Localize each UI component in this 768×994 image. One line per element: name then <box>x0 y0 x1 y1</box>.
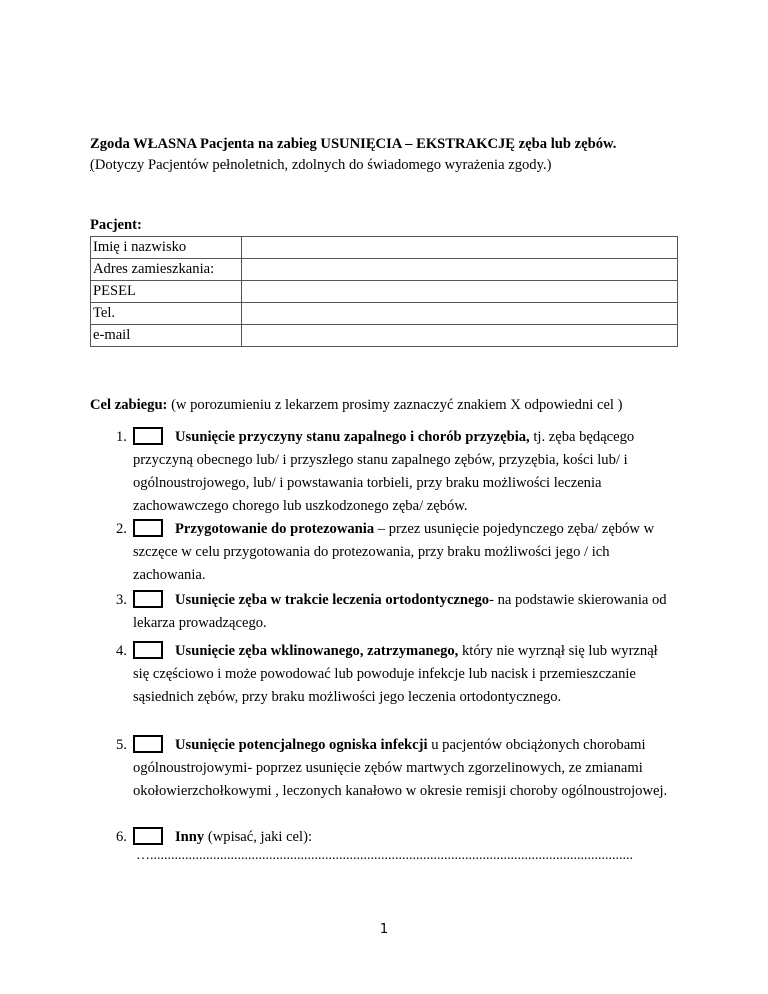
item-number: 1. <box>116 429 127 445</box>
list-item <box>116 734 676 803</box>
item-checkbox[interactable] <box>133 641 163 659</box>
document-title: Zgoda WŁASNA Pacjenta na zabieg USUNIĘCIA – EKSTRAKCJĘ zęba lub zębów. <box>90 136 617 152</box>
list-item <box>116 640 676 709</box>
patient-address-label: Adres zamieszkania: <box>91 259 242 281</box>
item-title: Usunięcie potencjalnego ogniska infekcji <box>175 737 428 753</box>
patient-email-field[interactable] <box>242 325 678 347</box>
item-checkbox[interactable] <box>133 519 163 537</box>
document-subtitle <box>90 157 551 174</box>
item-title: Usunięcie przyczyny stanu zapalnego i chorób przyzębia, <box>175 429 530 445</box>
patient-pesel-label: PESEL <box>91 281 242 303</box>
other-goal-field[interactable]: ….......................................................................................................................................... <box>136 848 633 863</box>
goal-label: Cel zabiegu: <box>90 397 168 413</box>
item-checkbox[interactable] <box>133 427 163 445</box>
item-title: Usunięcie zęba w trakcie leczenia ortodontycznego <box>175 592 490 608</box>
item-text: - na podstawie skierowania od lekarza prowadzącego. <box>133 592 667 631</box>
subtitle-paren: ( <box>90 157 95 173</box>
item-title: Inny <box>175 829 205 845</box>
item-number: 2. <box>116 521 127 537</box>
item-number: 4. <box>116 643 127 659</box>
patient-phone-field[interactable] <box>242 303 678 325</box>
item-text: tj. zęba będącego przyczyną obecnego lub/ i przyszłego stanu zapalnego zębów, przyzębia, kości lub/ i ogólnoustrojowego, lub/ i powstawania torbieli, przy braku możliwości leczenia zachowawczego chorego lub uszkodzonego zęba/ zębów. <box>133 429 635 514</box>
item-checkbox[interactable] <box>133 827 163 845</box>
item-text: – przez usunięcie pojedynczego zęba/ zębów w szczęce w celu przygotowania do protezowania, przy braku możliwości jego / ich zachowania. <box>133 521 655 583</box>
item-number: 3. <box>116 592 127 608</box>
item-text: który nie wyrznął się lub wyrznął się częściowo i może powodować lub powoduje infekcje lub nacisk i przemieszczanie sąsiednich zębów, przy braku możliwości jego leczenia ortodontycznego. <box>133 643 658 705</box>
table-row <box>91 303 678 325</box>
list-item <box>116 426 676 518</box>
item-checkbox[interactable] <box>133 735 163 753</box>
table-row <box>91 237 678 259</box>
item-checkbox[interactable] <box>133 590 163 608</box>
list-item <box>116 518 676 587</box>
item-number: 6. <box>116 829 127 845</box>
page-number: 1 <box>379 922 389 937</box>
patient-pesel-field[interactable] <box>242 281 678 303</box>
patient-address-field[interactable] <box>242 259 678 281</box>
item-text: (wpisać, jaki cel): <box>204 829 313 845</box>
item-title: Przygotowanie do protezowania <box>175 521 375 537</box>
patient-phone-label: Tel. <box>91 303 242 325</box>
item-text: u pacjentów obciążonych chorobami ogólnoustrojowymi- poprzez usunięcie zębów martwych zgorzelinowych, ze zmianami okołowierzchołkowymi , leczonych kanałowo w okresie remisji choroby ogólnoustrojowej. <box>133 737 668 799</box>
table-row <box>91 259 678 281</box>
patient-heading: Pacjent: <box>90 217 142 233</box>
patient-table <box>90 236 678 347</box>
patient-name-label: Imię i nazwisko <box>91 237 242 259</box>
goal-instructions <box>90 397 622 414</box>
table-row <box>91 281 678 303</box>
table-row <box>91 325 678 347</box>
patient-name-field[interactable] <box>242 237 678 259</box>
list-item <box>116 589 676 635</box>
subtitle-text: Dotyczy Pacjentów pełnoletnich, zdolnych do świadomego wyrażenia zgody.) <box>94 157 552 173</box>
goal-text: (w porozumieniu z lekarzem prosimy zaznaczyć znakiem X odpowiedni cel ) <box>167 397 623 413</box>
item-number: 5. <box>116 737 127 753</box>
item-title: Usunięcie zęba wklinowanego, zatrzymanego, <box>175 643 459 659</box>
list-item <box>116 826 676 849</box>
patient-email-label: e-mail <box>91 325 242 347</box>
